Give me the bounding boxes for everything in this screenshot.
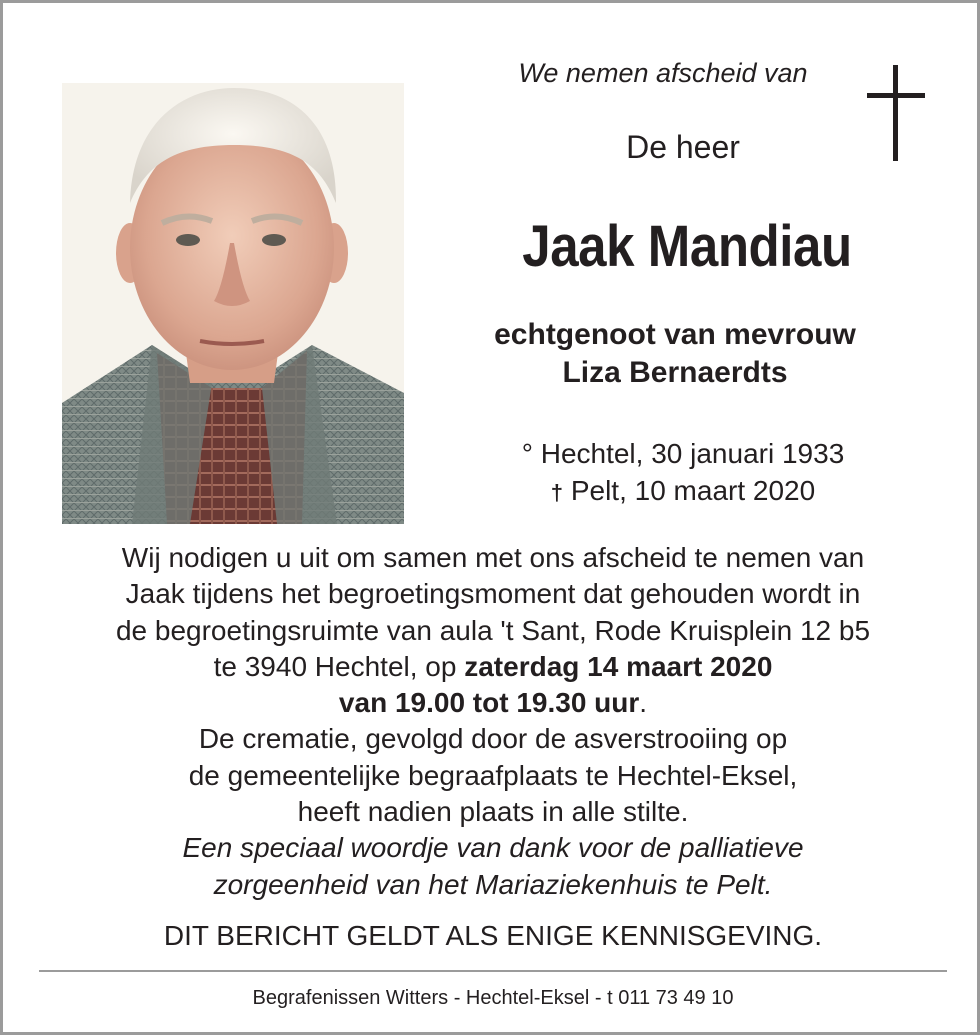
body-line: Wij nodigen u uit om samen met ons afscheid te nemen van <box>121 542 865 573</box>
portrait-photo <box>62 83 404 524</box>
death-line <box>443 472 923 511</box>
spouse-name: Liza Bernaerdts <box>562 356 788 389</box>
invitation-text <box>43 540 943 903</box>
death-date: Pelt, 10 maart 2020 <box>570 475 816 506</box>
official-notice: DIT BERICHT GELDT ALS ENIGE KENNISGEVING. <box>163 920 823 951</box>
birth-line <box>443 435 923 472</box>
honorific: De heer <box>626 129 740 165</box>
ceremony-date: zaterdag 14 maart 2020 <box>464 650 773 682</box>
dagger-icon: † <box>550 480 564 505</box>
birth-symbol: ° <box>521 438 533 469</box>
thanks-line: zorgeenheid van het Mariaziekenhuis te Pelt. <box>213 868 773 900</box>
ceremony-time: van 19.00 tot 19.30 uur <box>338 687 640 719</box>
body-line-prefix: te 3940 Hechtel, op <box>213 650 457 682</box>
body-line: De crematie, gevolgd door de asverstrooiing op <box>198 723 788 755</box>
body-line: de gemeentelijke begraafplaats te Hechtel-Eksel, <box>188 759 798 791</box>
divider <box>39 970 947 972</box>
body-line <box>43 685 943 721</box>
deceased-name: Jaak Mandiau <box>522 214 852 279</box>
funeral-home-footer: Begrafenissen Witters - Hechtel-Eksel - t 011 73 49 10 <box>252 987 734 1009</box>
body-line: heeft nadien plaats in alle stilte. <box>297 796 689 828</box>
dates-block <box>443 435 923 511</box>
spouse-block <box>433 316 917 392</box>
body-line: Jaak tijdens het begroetingsmoment dat gehouden wordt in <box>125 578 861 610</box>
birth-date: Hechtel, 30 januari 1933 <box>540 438 845 469</box>
body-line-suffix: . <box>639 687 648 719</box>
intro-text: We nemen afscheid van <box>518 58 808 88</box>
body-line <box>43 649 943 685</box>
spouse-line-1: echtgenoot van mevrouw <box>494 318 856 351</box>
body-line: de begroetingsruimte van aula 't Sant, Rode Kruisplein 12 b5 <box>115 614 871 646</box>
portrait-illustration <box>62 83 404 524</box>
thanks-line: Een speciaal woordje van dank voor de palliatieve <box>182 832 804 864</box>
